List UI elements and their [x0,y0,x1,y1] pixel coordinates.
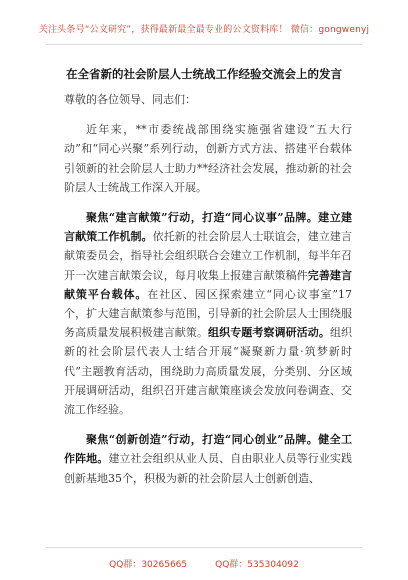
qq-group-1: QQ群：30265665 [109,560,188,570]
qq-group-2: QQ群：535304092 [215,560,299,570]
paragraph-intro: 近年来，**市委统战部围绕实施强省建设“五大行动”和“同心兴聚”系列行动，创新方式方法、搭建平台载体引领新的社会阶层人士助力**经济社会发展，推动新的社会阶层人士统战工作深入开展。 [64,123,352,194]
footer-divider [46,547,362,548]
advice-subheading-3: 组织专题考察调研活动。 [208,326,330,340]
advice-text-1: 依托新的社会阶层人士联谊会，建立建言献策委员会，指导社会组织联合会建立工作机制，每半年召开一次建言献策会议，每月收集上报建言献策稿件 [64,230,352,282]
paragraph-advice [64,208,352,419]
innovation-text-1: 建立社会组织从业人员、自由职业人员等行业实践创新基地35个，积极为新的社会阶层人士创新创造、 [64,452,353,485]
top-banner: 关注头条号“公文研究”，获得最新最全最专业的公文资料库！ 微信：gongwenyj [38,25,370,35]
greeting: 尊敬的各位领导、同志们： [64,93,196,106]
innovation-heading: 聚焦“创新创造”行动，打造“同心创业”品牌。健全工作阵地。 [64,433,352,466]
paragraph-innovation [64,430,352,488]
advice-subheading-2: 完善建言献策平台载体。 [64,268,353,301]
document-title: 在全省新的社会阶层人士统战工作经验交流会上的发言 [66,67,342,81]
advice-text-3: 组织新的社会阶层代表人士结合开展“凝聚新力量·筑梦新时代”主题教育活动，围绕助力高质量发展，分类别、分区域开展调研活动，组织召开建言献策座谈会发放问卷调查、交流工作经验。 [64,326,353,417]
footer [0,557,408,570]
document-body [64,90,352,488]
advice-heading: 聚焦“建言献策”行动，打造“同心议事”品牌。建立建言献策工作机制。 [64,211,352,244]
advice-text-2: 在社区、园区探索建立“同心议事室”17个，扩大建言献策参与范围，引导新的社会阶层人士围绕服务高质量发展积极建言献策。 [64,287,353,340]
header-divider [46,44,362,45]
